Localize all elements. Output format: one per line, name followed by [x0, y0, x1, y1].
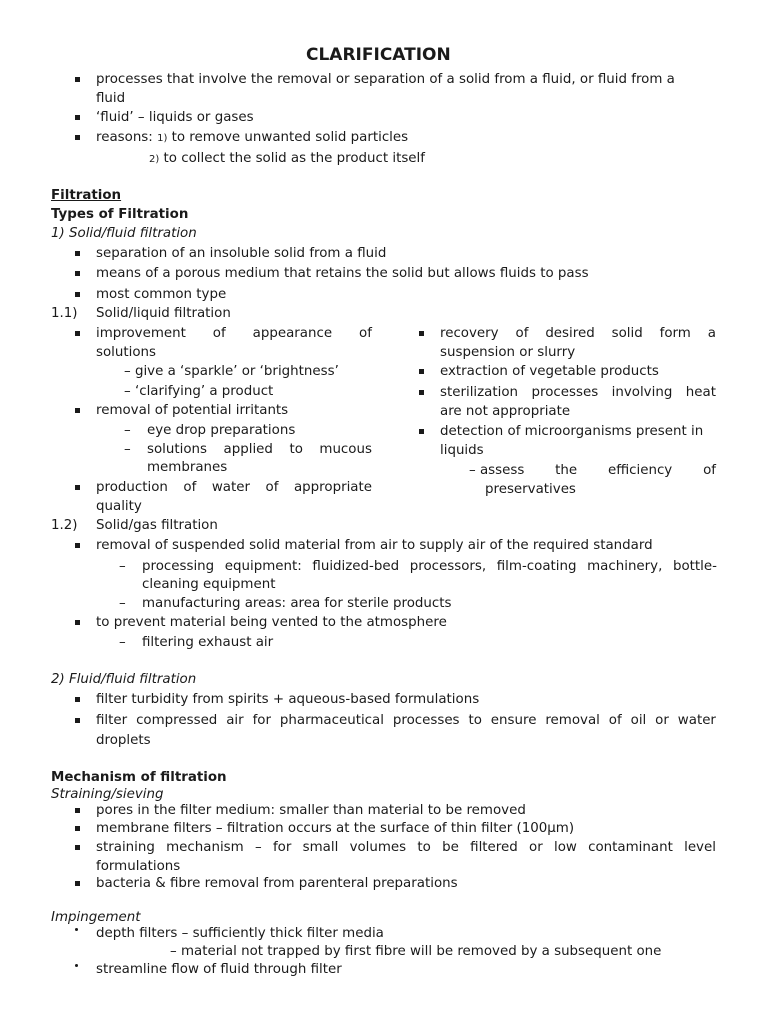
sl-left-dash-4-cont: membranes: [147, 460, 228, 475]
word: production: [96, 480, 168, 495]
sl-left-bullet-2: removal of potential irritants: [96, 403, 289, 418]
word: level: [684, 840, 716, 855]
dash-mark: –: [119, 635, 126, 650]
word: to: [289, 442, 303, 457]
reasons-label: reasons:: [96, 130, 153, 145]
sl-left-bullet-1: [96, 325, 372, 343]
word: oil: [630, 713, 647, 728]
sl-right-bullet-4: detection of microorganisms present in: [440, 424, 704, 439]
sg-bullet-1: removal of suspended solid material from air to supply air of the required standard: [96, 538, 653, 553]
word: processes: [392, 713, 460, 728]
sl-right-bullet-4-cont: liquids: [440, 443, 484, 458]
straining-bullet-4: bacteria & fibre removal from parenteral preparations: [96, 876, 458, 891]
word: – assess: [469, 463, 525, 478]
dash-mark: –: [124, 442, 131, 457]
word: or: [529, 840, 543, 855]
sg-dash-2: manufacturing areas: area for sterile products: [142, 596, 452, 611]
straining-bullet-3: [96, 839, 716, 857]
impingement-bullet-1: depth filters – sufficiently thick filter media: [96, 926, 384, 941]
solid-fluid-bullet-3: most common type: [96, 287, 227, 302]
sl-right-bullet-2: extraction of vegetable products: [440, 364, 659, 379]
intro-bullet-1: processes that involve the removal or separation of a solid from a fluid, or fluid from a: [96, 72, 675, 87]
word: efficiency: [607, 463, 673, 478]
word: fluidized-bed: [312, 559, 400, 574]
solid-fluid-bullet-1: separation of an insoluble solid from a fluid: [96, 246, 387, 261]
sl-right-bullet-3: [440, 384, 716, 402]
impingement-heading: Impingement: [51, 910, 141, 925]
dash-mark: –: [119, 596, 126, 611]
sl-right-bullet-1: [440, 325, 716, 343]
word: to: [468, 713, 482, 728]
sl-left-dash-2: – ‘clarifying’ a product: [124, 384, 274, 399]
word: water: [677, 713, 716, 728]
word: air: [226, 713, 244, 728]
word: processes: [531, 385, 599, 400]
word: sterilization: [440, 385, 519, 400]
word: small: [302, 840, 339, 855]
word: of: [183, 480, 197, 495]
sg-dash-1-cont: cleaning equipment: [142, 577, 276, 592]
types-heading: Types of Filtration: [51, 207, 189, 222]
word: filter: [96, 713, 128, 728]
word: bottle-: [672, 559, 717, 574]
word: applied: [223, 442, 273, 457]
word: of: [212, 326, 226, 341]
word: volumes: [349, 840, 407, 855]
word: –: [254, 840, 262, 855]
impingement-bullet-1-cont: – material not trapped by first fibre will be removed by a subsequent one: [170, 944, 662, 959]
word: water: [211, 480, 251, 495]
solid-fluid-heading: 1) Solid/fluid filtration: [51, 226, 197, 241]
sl-right-bullet-1-cont: suspension or slurry: [440, 345, 576, 360]
sg-bullet-2: to prevent material being vented to the atmosphere: [96, 615, 447, 630]
sg-dash-1: [142, 558, 717, 576]
dash-mark: –: [124, 423, 131, 438]
word: machinery,: [587, 559, 663, 574]
sl-left-bullet-1-cont: solutions: [96, 345, 157, 360]
sl-right-dash-1-cont: preservatives: [485, 482, 576, 497]
page-title: CLARIFICATION: [306, 45, 451, 65]
word: mucous: [319, 442, 372, 457]
intro-bullet-2: ‘fluid’ – liquids or gases: [96, 110, 254, 125]
reason-2: [149, 150, 425, 169]
solid-gas-number: 1.2): [51, 518, 78, 533]
reason-1-number: 1): [157, 133, 168, 144]
ff-bullet-2-cont: droplets: [96, 733, 151, 748]
word: film-coating: [496, 559, 577, 574]
straining-bullet-2: membrane filters – filtration occurs at the surface of thin filter (100μm): [96, 821, 575, 836]
word: to: [417, 840, 431, 855]
word: appearance: [252, 326, 333, 341]
solid-fluid-bullet-2: means of a porous medium that retains the solid but allows fluids to pass: [96, 266, 589, 281]
word: improvement: [96, 326, 186, 341]
sl-left-bullet-3-cont: quality: [96, 499, 142, 514]
ff-bullet-1: filter turbidity from spirits + aqueous-based formulations: [96, 692, 480, 707]
word: low: [553, 840, 577, 855]
word: desired: [545, 326, 595, 341]
word: of: [359, 326, 372, 341]
word: the: [555, 463, 578, 478]
word: ensure: [490, 713, 537, 728]
word: involving: [611, 385, 673, 400]
word: contaminant: [588, 840, 673, 855]
word: of: [703, 463, 716, 478]
word: for: [252, 713, 271, 728]
word: recovery: [440, 326, 499, 341]
fluid-fluid-heading: 2) Fluid/fluid filtration: [51, 672, 197, 687]
word: removal: [545, 713, 600, 728]
sl-left-dash-1: – give a ‘sparkle’ or ‘brightness’: [124, 364, 339, 379]
intro-bullet-1-cont: fluid: [96, 91, 126, 106]
mechanism-heading: Mechanism of filtration: [51, 770, 227, 785]
word: compressed: [136, 713, 218, 728]
solid-gas-heading: Solid/gas filtration: [96, 518, 218, 533]
straining-heading: Straining/sieving: [51, 787, 164, 802]
solid-liquid-heading: Solid/liquid filtration: [96, 306, 231, 321]
sl-right-dash-1: [469, 462, 716, 480]
sl-left-dash-4: [147, 441, 372, 459]
word: filtered: [470, 840, 518, 855]
sl-right-bullet-3-cont: are not appropriate: [440, 404, 571, 419]
word: of: [265, 480, 279, 495]
reason-1-text: to remove unwanted solid particles: [171, 130, 409, 145]
reason-2-text: to collect the solid as the product itself: [163, 151, 425, 166]
word: heat: [685, 385, 716, 400]
impingement-bullet-2: streamline flow of fluid through filter: [96, 962, 342, 977]
straining-bullet-1: pores in the filter medium: smaller than material to be removed: [96, 803, 526, 818]
dash-mark: –: [119, 559, 126, 574]
sl-left-bullet-3: [96, 479, 372, 497]
word: processing: [142, 559, 215, 574]
straining-bullet-3-cont: formulations: [96, 859, 181, 874]
ff-bullet-2: [96, 712, 716, 730]
word: appropriate: [293, 480, 372, 495]
word: straining: [96, 840, 155, 855]
sl-left-dash-3: eye drop preparations: [147, 423, 296, 438]
word: solid: [611, 326, 643, 341]
word: a: [707, 326, 716, 341]
word: for: [272, 840, 292, 855]
word: form: [659, 326, 691, 341]
word: of: [608, 713, 622, 728]
filtration-heading: Filtration: [51, 188, 122, 203]
word: mechanism: [166, 840, 244, 855]
word: processors,: [409, 559, 487, 574]
word: pharmaceutical: [279, 713, 384, 728]
sg-dash-3: filtering exhaust air: [142, 635, 274, 650]
word: or: [655, 713, 669, 728]
intro-bullet-3: [96, 129, 408, 148]
word: equipment:: [224, 559, 302, 574]
word: solutions: [147, 442, 208, 457]
reason-2-number: 2): [149, 154, 160, 165]
word: of: [515, 326, 529, 341]
word: be: [442, 840, 459, 855]
solid-liquid-number: 1.1): [51, 306, 78, 321]
